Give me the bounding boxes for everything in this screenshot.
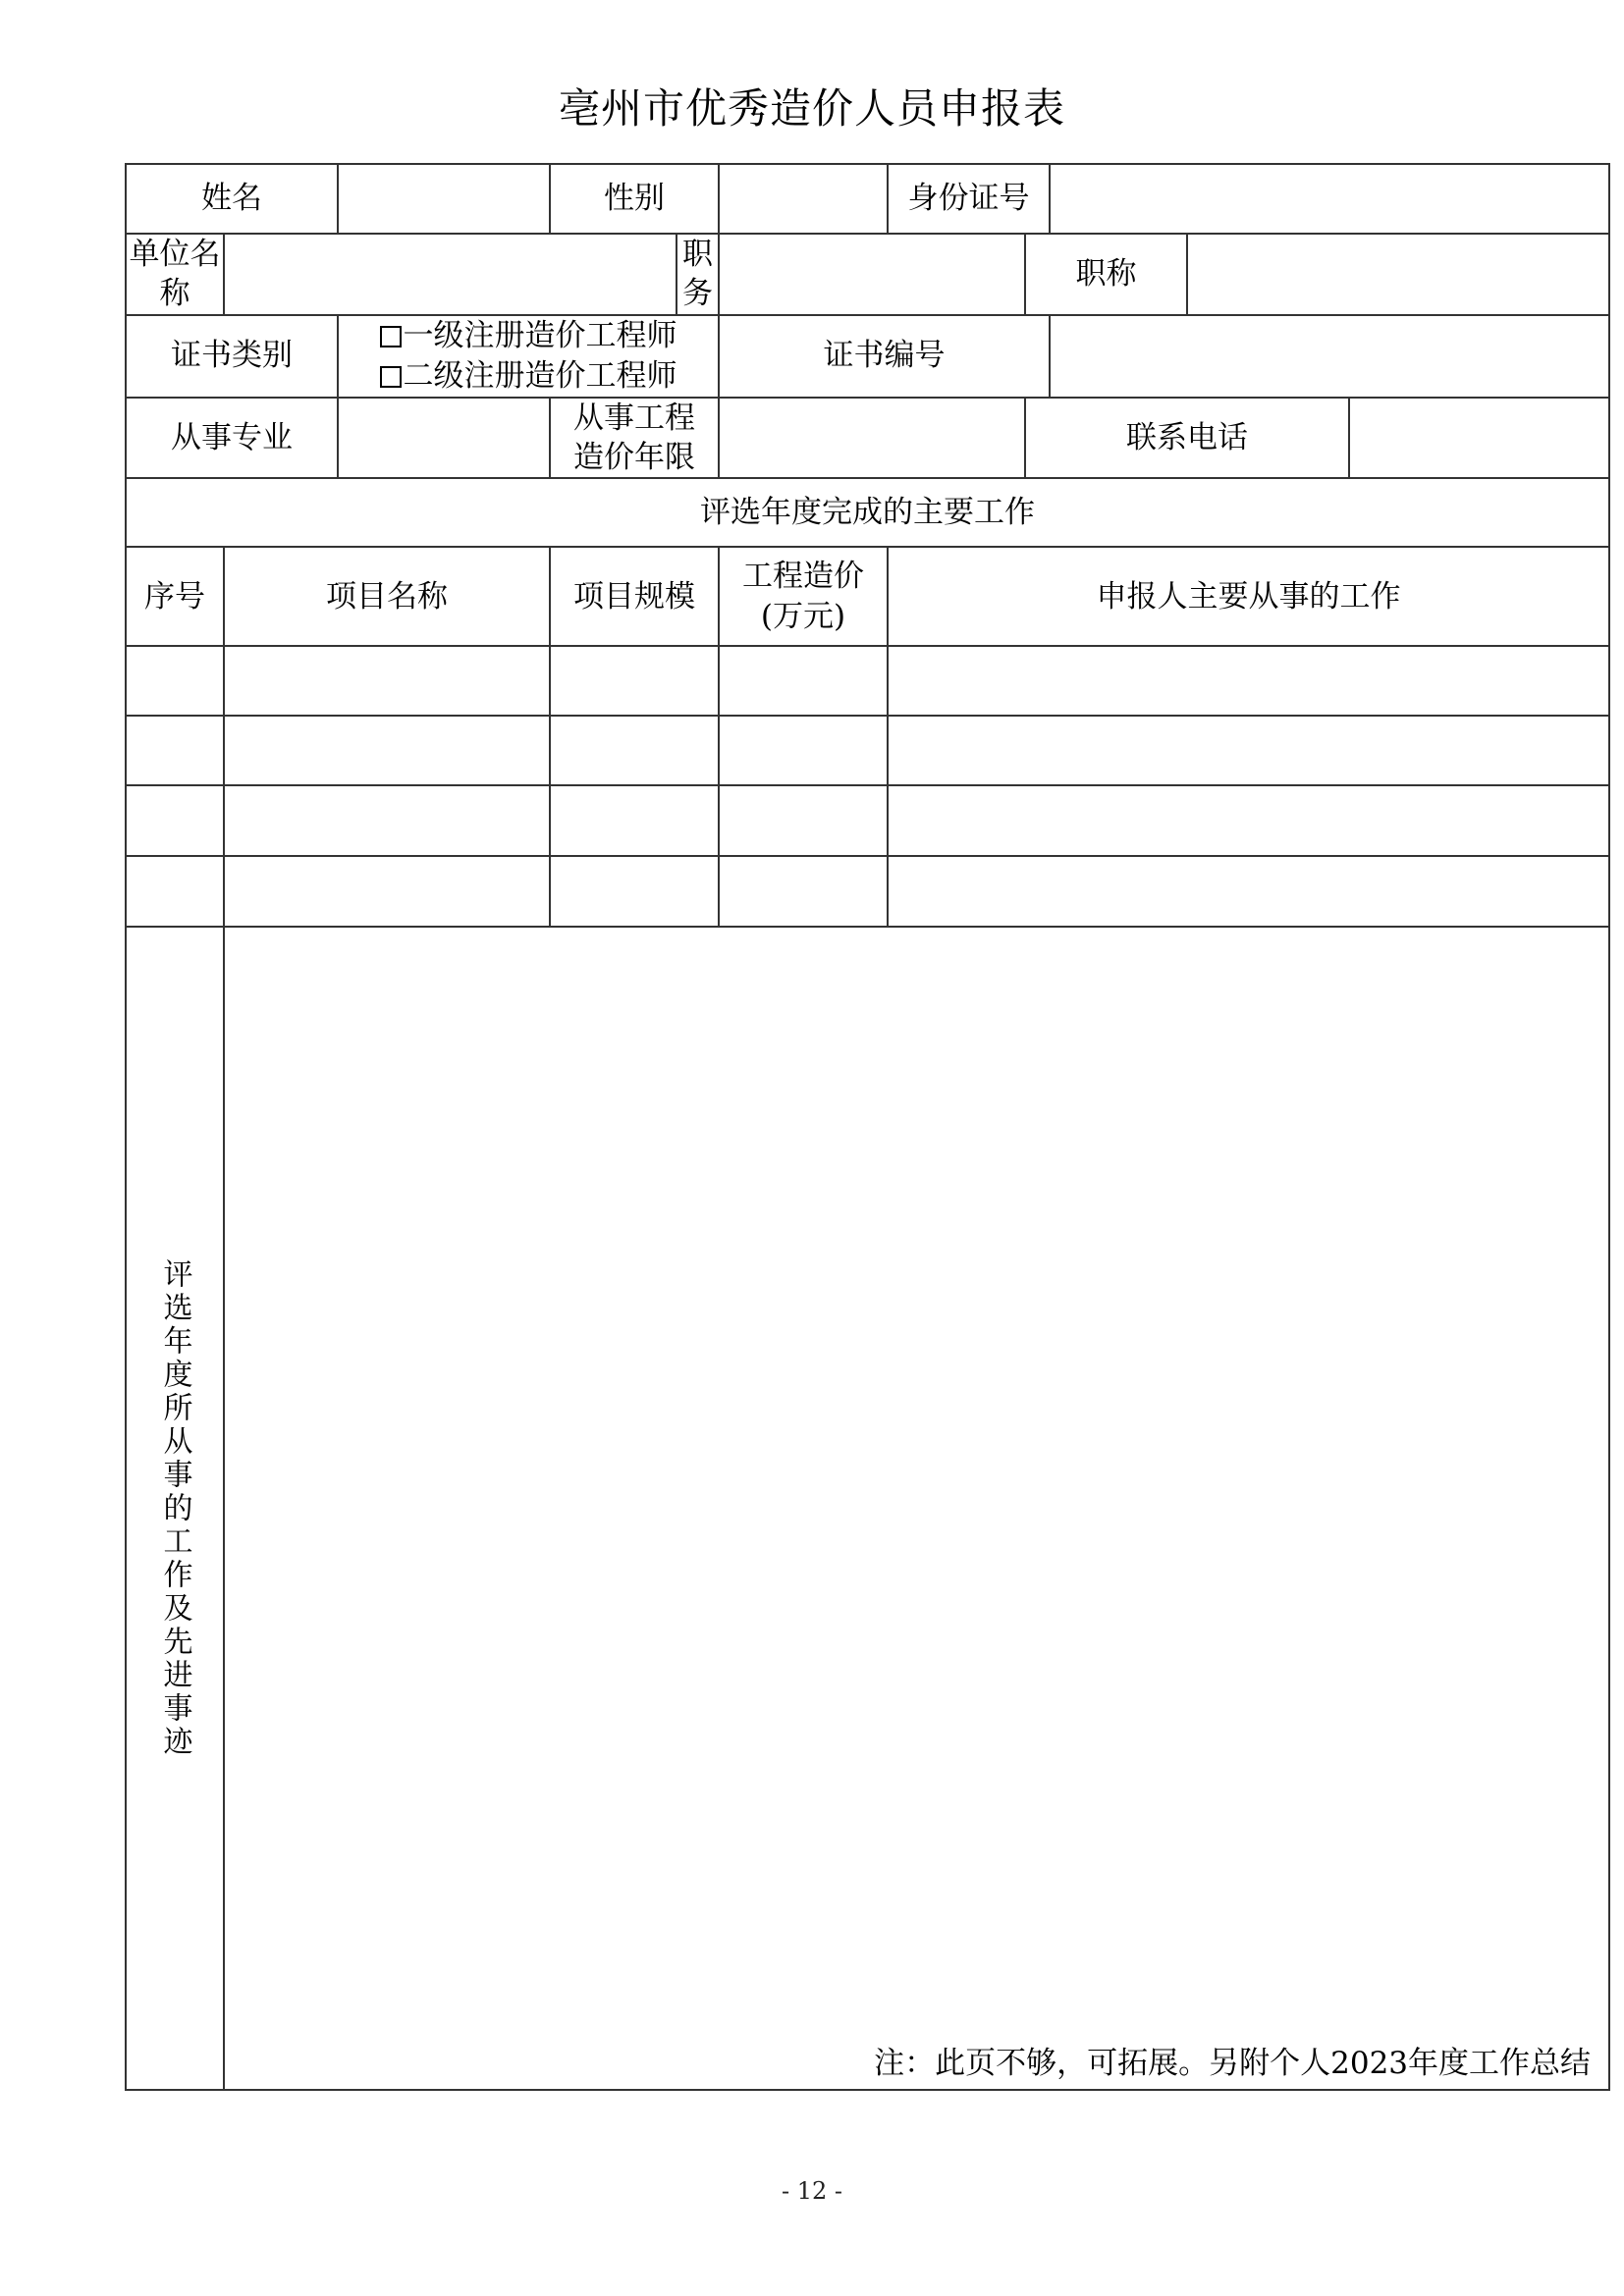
phone-label: 联系电话: [1025, 398, 1349, 479]
cell-project-scale[interactable]: [550, 785, 719, 856]
section-title: 评选年度完成的主要工作: [126, 478, 1609, 547]
header-project-cost: 工程造价 (万元): [719, 547, 888, 646]
gender-field[interactable]: [719, 164, 888, 234]
page-number: - 12 -: [781, 2177, 842, 2205]
cert-option-level2[interactable]: 二级注册造价工程师: [339, 356, 718, 396]
table-row: [126, 785, 1609, 856]
cell-main-work[interactable]: [888, 785, 1609, 856]
cell-project-cost[interactable]: [719, 856, 888, 927]
unit-name-label: 单位名称: [126, 234, 224, 315]
cert-type-options: [338, 315, 719, 398]
header-project-scale: 项目规模: [550, 547, 719, 646]
position-label: 职务: [677, 234, 719, 315]
header-project-name: 项目名称: [224, 547, 550, 646]
cell-project-name[interactable]: [224, 856, 550, 927]
table-row: [126, 856, 1609, 927]
checkbox-icon[interactable]: [380, 326, 402, 347]
achievements-label-cell: [126, 927, 224, 2090]
major-label: 从事专业: [126, 398, 338, 479]
cell-project-cost[interactable]: [719, 785, 888, 856]
cell-project-name[interactable]: [224, 646, 550, 716]
cell-serial[interactable]: [126, 785, 224, 856]
achievements-label: 评选年度所从事的工作及先进事迹: [157, 1257, 192, 1759]
cell-project-scale[interactable]: [550, 646, 719, 716]
name-label: 姓名: [126, 164, 338, 234]
name-field[interactable]: [338, 164, 550, 234]
gender-label: 性别: [550, 164, 719, 234]
professional-title-field[interactable]: [1187, 234, 1609, 315]
cert-number-field[interactable]: [1050, 315, 1609, 398]
cell-project-scale[interactable]: [550, 716, 719, 785]
cell-serial[interactable]: [126, 856, 224, 927]
cell-main-work[interactable]: [888, 646, 1609, 716]
cell-main-work[interactable]: [888, 856, 1609, 927]
cell-serial[interactable]: [126, 716, 224, 785]
phone-field[interactable]: [1349, 398, 1609, 479]
cell-project-name[interactable]: [224, 785, 550, 856]
position-field[interactable]: [719, 234, 1025, 315]
years-label: 从事工程 造价年限: [550, 398, 719, 479]
achievements-field[interactable]: [224, 927, 1609, 2090]
cell-project-cost[interactable]: [719, 646, 888, 716]
professional-title-label: 职称: [1025, 234, 1187, 315]
table-row: [126, 646, 1609, 716]
id-number-field[interactable]: [1050, 164, 1609, 234]
application-form-table: [125, 163, 1610, 2091]
major-field[interactable]: [338, 398, 550, 479]
form-title: 亳州市优秀造价人员申报表: [558, 84, 1065, 133]
cert-option-level1[interactable]: 一级注册造价工程师: [339, 316, 718, 355]
cell-main-work[interactable]: [888, 716, 1609, 785]
cell-project-name[interactable]: [224, 716, 550, 785]
header-serial: 序号: [126, 547, 224, 646]
cell-serial[interactable]: [126, 646, 224, 716]
cert-number-label: 证书编号: [719, 315, 1050, 398]
cell-project-scale[interactable]: [550, 856, 719, 927]
header-main-work: 申报人主要从事的工作: [888, 547, 1609, 646]
years-field[interactable]: [719, 398, 1025, 479]
unit-name-field[interactable]: [224, 234, 677, 315]
checkbox-icon[interactable]: [380, 366, 402, 388]
note-text: 注：此页不够，可拓展。另附个人2023年度工作总结: [874, 2045, 1592, 2081]
cell-project-cost[interactable]: [719, 716, 888, 785]
cert-type-label: 证书类别: [126, 315, 338, 398]
table-row: [126, 716, 1609, 785]
id-number-label: 身份证号: [888, 164, 1050, 234]
